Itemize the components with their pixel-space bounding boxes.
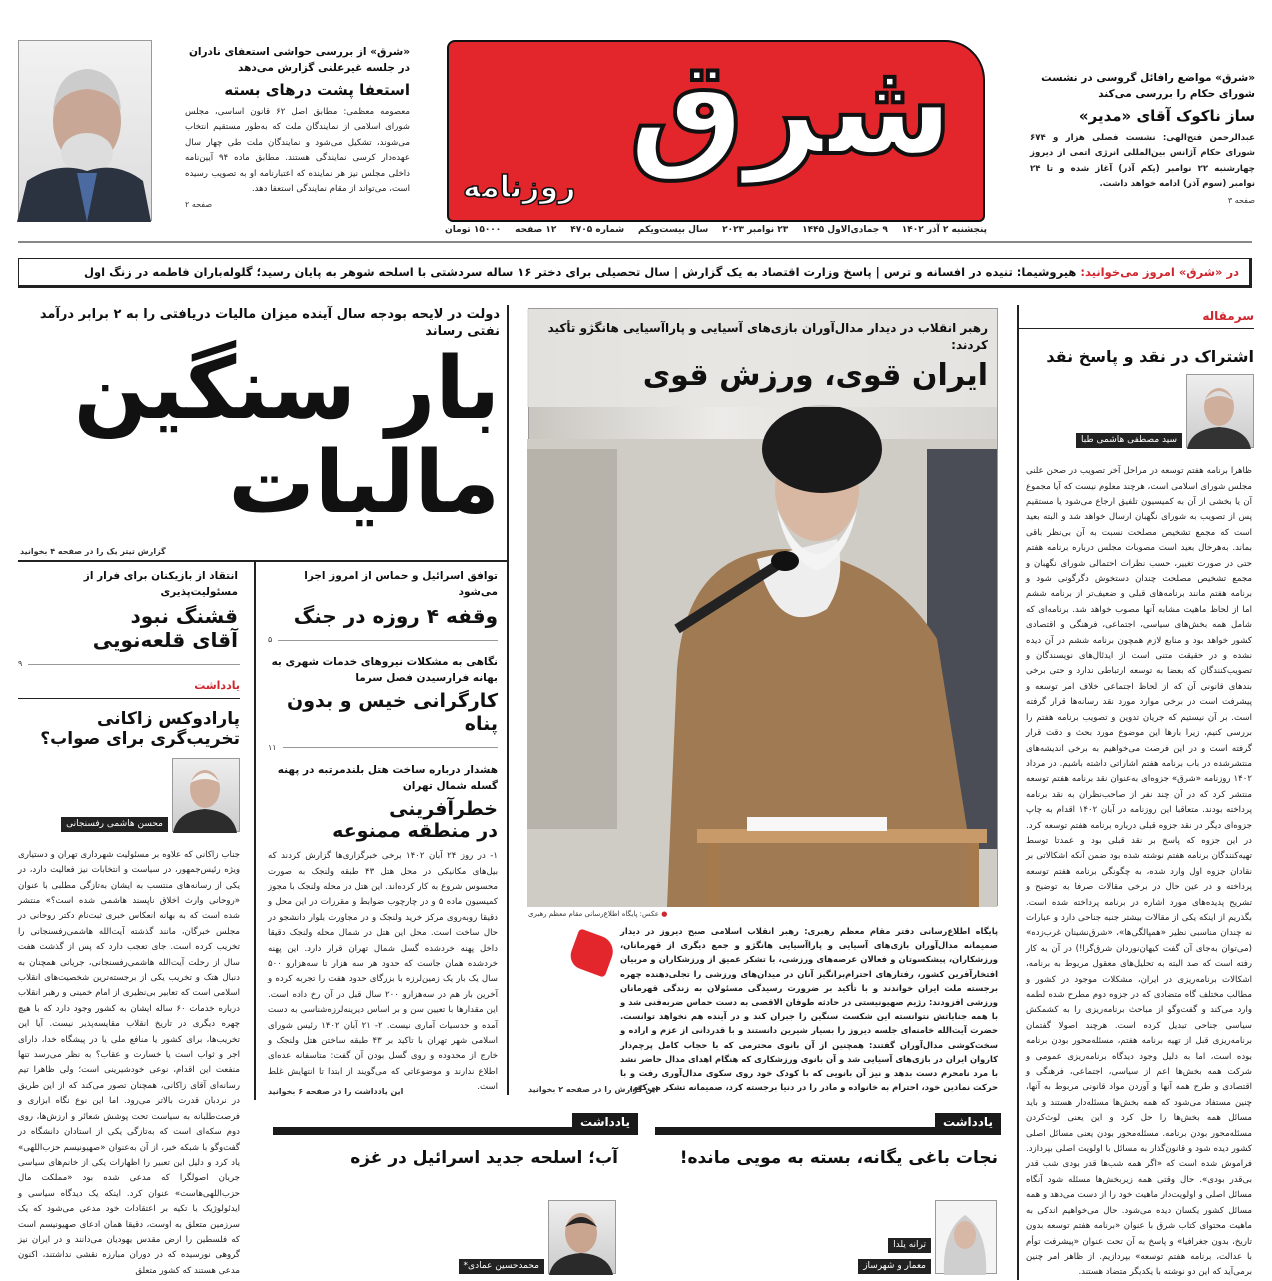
photo-credit-text: عکس: پایگاه اطلاع‌رسانی مقام معظم رهبری	[528, 910, 659, 918]
author-byline: محسن هاشمی رفسنجانی	[61, 817, 168, 832]
author-byline: سید مصطفی هاشمی طبا	[1076, 433, 1182, 448]
center-headline: ایران قوی، ورزش قوی	[642, 358, 988, 393]
story-headline-1: خطرآفرینی	[389, 797, 498, 820]
bullet-icon: ●	[661, 910, 668, 918]
page-ref: ۹	[18, 659, 23, 668]
page-ref: ۱۱	[268, 742, 277, 752]
story-headline-2: در منطقه ممنوعه	[332, 820, 498, 843]
page-ref[interactable]: این یادداشت را در صفحه ۶ بخوانید	[268, 1087, 404, 1096]
section-tag: یادداشت	[935, 1113, 1001, 1135]
story-kicker: «شرق» مواضع رافائل گروسی در نشست شورای حکام را بررسی می‌کند	[1041, 72, 1255, 100]
left-subcolumn	[18, 568, 240, 1280]
dateline	[445, 225, 987, 236]
story-headline-1: قشنگ نبود	[130, 604, 238, 628]
center-kicker: رهبر انقلاب در دیدار مدال‌آوران بازی‌های آسیایی و پاراآسیایی هانگژو تأکید کردند:	[547, 321, 988, 352]
story-body: معصومه معظمی: مطابق اصل ۶۲ قانون اساسی، مجلس شورای اسلامی از نمایندگان ملت که به‌طور مستقیم انتخاب می‌شوند، تشکیل می‌شود و نمایندگان ملت طی چهار سال عهده‌دار کرسی نمایندگی هستند. مطابق ماده ۹۴ آیین‌نامه داخلی مجلس نیز هر نماینده که اعتبارنامه او به تصویب رسیده است، می‌تواند از مقام نمایندگی استعفا دهد.	[185, 107, 410, 195]
today-ticker[interactable]	[18, 258, 1252, 288]
lead-ref[interactable]: گزارش تیتر یک را در صفحه ۴ بخوانید	[20, 547, 166, 556]
story-kicker: توافق اسرائیل و حماس از امروز اجرا می‌شود	[304, 570, 498, 598]
column-divider	[1017, 305, 1019, 1280]
page-ref[interactable]: این گزارش را در صفحه ۲ بخوانید	[528, 1085, 659, 1094]
editorial-headline[interactable]: اشتراک در نقد و پاسخ نقد	[1046, 347, 1254, 366]
lead-kicker: دولت در لایحه بودجه سال آینده میزان مالیات دریافتی را به ۲ برابر درآمد نفتی رساند	[39, 307, 500, 339]
logo-subtitle: روزنامه	[463, 170, 576, 205]
author-title: معمار و شهرساز	[858, 1259, 931, 1274]
page-ref-row	[268, 634, 498, 646]
lead-story[interactable]	[20, 306, 500, 558]
lead-divider	[18, 560, 508, 562]
story-headline: کارگرانی خیس و بدون پناه	[287, 690, 498, 735]
story-headline: وقفه ۴ روزه در جنگ	[293, 604, 498, 628]
center-body: پایگاه اطلاع‌رسانی دفتر مقام معظم رهبری: رهبر انقلاب اسلامی صبح دیروز در دیدار صمیمانه مدال‌آوران بازی‌های آسیایی و پاراآسیایی هانگژو و جمع دیگری از قهرمانان، ورزشکاران، پیشکسوتان و فعالان عرصه‌های ورزشی، با تشکر عمیق از ورزشکاران و مربیان افتخارآفرین کشور، رفتارهای احترام‌برانگیز آنان در میدان‌های ورزشی را تجلی‌دهنده چهره برجسته ملت ایران خواندند و با تأکید بر ضرورت رسیدگی مسئولان به زندگی قهرمانان ورزشی افزودند: رژیم صهیونیستی در حادثه طوفان الاقصی به دست حماس ضربه‌فنی شد و با همه جنایاتش نتوانسته این شکست سنگین را جبران کند و در آینده هم نخواهد توانست. حضرت آیت‌الله خامنه‌ای جلسه دیروز را بسیار شیرین دانستند و با قدردانی از عزم و اراده و سخت‌کوشی مدال‌آوران گفتند: همچنین از آن بانوی محترمی که با حجاب کامل پرچم‌دار کاروان ایران در بازی‌های آسیایی شد و آن بانوی ورزشکاری که هنگام اهدای مدال حاضر نشد با مرد نامحرم دست بدهد و نیز آن بانویی که با کودک خود روی سکوی مدال‌آوری رفت و با حرکت نمادین خود، احترام به خانواده و مادر را در دنیا برجسته کرد، صمیمانه تشکر می‌کنم.	[620, 926, 998, 1093]
section-tag: یادداشت	[572, 1113, 638, 1135]
note-left[interactable]	[18, 709, 240, 750]
photo-credit	[528, 909, 667, 919]
portrait-photo-nadaran	[18, 40, 152, 221]
story-kicker: انتقاد از بازیکنان برای فرار از مسئولیت‌پذیری	[83, 570, 238, 598]
page-ref: صفحه ۲	[185, 200, 213, 209]
author-photo	[172, 758, 240, 832]
lead-headline-line-2: مالیات	[228, 433, 500, 533]
author-byline: محمدحسین عمادی*	[459, 1259, 544, 1274]
story-workers[interactable]	[268, 654, 498, 736]
page-ref-row	[268, 742, 498, 754]
portrait-image	[17, 41, 151, 222]
lead-headline-line-1: بار سنگین	[73, 339, 500, 439]
page-ref: صفحه ۳	[1227, 196, 1255, 205]
editorial-section-label: سرمقاله	[1018, 308, 1254, 329]
note-headline[interactable]: نجات باغی یگانه، بسته به مویی مانده!	[679, 1148, 998, 1168]
author-photo	[935, 1200, 997, 1274]
dateline-item: شماره ۴۷۰۵	[570, 225, 625, 235]
dateline-item: پنجشنبه ۲ آذر ۱۴۰۲	[901, 225, 987, 235]
story-kicker: «شرق» از بررسی حواشی استعفای نادران در جلسه غیرعلنی گزارش می‌دهد	[188, 46, 410, 74]
logo	[445, 18, 987, 223]
column-divider	[507, 305, 509, 1095]
page-ref-row	[18, 658, 240, 670]
dateline-item: ۱۵۰۰۰ تومان	[445, 225, 502, 235]
story-ceasefire[interactable]	[268, 568, 498, 628]
note-headline[interactable]: آب؛ اسلحه جدید اسرائیل در غزه	[350, 1148, 618, 1168]
side-story[interactable]	[18, 568, 240, 652]
column-divider	[254, 560, 256, 1100]
page-ref: ۵	[268, 635, 273, 644]
author-block	[1022, 374, 1254, 456]
author-photo	[1186, 374, 1254, 448]
masthead-left-story[interactable]	[185, 44, 410, 211]
center-headline-block[interactable]	[540, 320, 988, 394]
ticker-label: در «شرق» امروز می‌خوانید:	[1080, 265, 1239, 279]
dateline-item: سال بیست‌ویکم	[638, 225, 709, 235]
author-block	[18, 758, 240, 840]
story-headline-2: آقای قلعه‌نویی	[92, 628, 238, 652]
lead-headline	[20, 339, 500, 533]
note-headline-1: پارادوکس زاکانی	[97, 709, 240, 729]
dateline-item: ۲۳ نوامبر ۲۰۲۳	[722, 225, 789, 235]
story-body: ۱- در روز ۲۴ آبان ۱۴۰۲ برخی خبرگزاری‌ها گزارش کردند که بیل‌های مکانیکی در محل هتل ۴۳ طبقه ولنجک به صورت محسوس شروع به کار کرده‌اند. این هتل در محله ولنجک با مجوز کمیسیون ماده ۵ و در چارچوب ضوابط و مقررات در این محل و دقیقا روبه‌روی مرکز خرید ولنجک و در مجاورت بلوار دانشجو در حال ساخت است. محل این هتل در شمال محله ولنجک دقیقا داخل پهنه خردشده گسل شمال تهران قرار دارد. این پهنه خردشده همان جاست که حدود هر سه هزار تا سه‌هزارو ۵۰۰ سال یک بار یک زمین‌لرزه با بزرگای حدود هفت را تجربه کرده و آخرین بار هم در سه‌هزارو ۲۰۰ سال قبل در آن رخ داده است. این مقدارها با تعیین سن و بر اساس دیرینه‌لرزه‌شناسی به دست آمده و حدسیات آماری نیست. ۲- ۲۱ آبان ۱۴۰۲ رئیس شورای اسلامی شهر تهران با تاکید بر ۴۳ طبقه ساختن هتل ولنجک و خارج از محدوده و روی گسل بودن آن گفت: متاسفانه عده‌ای اطلاع ندارند و موضوعاتی که می‌گویند از ابتدا تا انتهایش غلط است.	[268, 851, 499, 1093]
masthead-right-story[interactable]	[1030, 70, 1255, 207]
red-mark-icon	[567, 928, 618, 977]
dateline-item: ۱۲ صفحه	[515, 225, 557, 235]
note-body: جناب زاکانی که علاوه بر مسئولیت شهرداری تهران و دستیاری ویژه رئیس‌جمهور، در سیاست و انتخابات نیز فعالیت دارد، در یکی از رسانه‌های منتسب به ایشان به‌تازگی مطلبی با عنوان «روحانی وارث اخلاق ناپسند هاشمی شده است؟» منتشر شده است که به بهانه انعکاس خبری ثبت‌نام دکتر روحانی در مجلس خبرگان، مانند گذشته آیت‌الله هاشمی‌رفسنجانی را تخریب کرده است. جای تعجب دارد که پس از گذشت هفت سال از رحلت آیت‌الله هاشمی‌رفسنجانی، جریانی همچنان به دنبال هتک و تخریب یکی از برجسته‌ترین شخصیت‌های انقلاب اسلامی است که تعابیر بی‌نظیری از امام خمینی و رهبر انقلاب درباره خدمات ۶۰ ساله ایشان به کشور وجود دارد که با هیچ چهره دیگری در تاریخ انقلاب مقایسه‌پذیر نیست. آیا این تخریب‌ها، برای کشور یا منافع ملی یا در پیشگاه خدا، دارای اجر و ثواب است یا خسارت و عقاب؟ به نظر می‌رسد تنها منفعت این اقدام، نوعی خودشیرینی است؛ ولی ظاهرا تیم رسانه‌ای آقای زاکانی، همچنان تصور می‌کند که از این طریق در نردبان قدرت بالاتر می‌رود. اما این نوع نگاه ابزاری و فرصت‌طلبانه به سیاست تحت پوشش شعائر و ارزش‌ها، روی دوم سکه‌ای است که به‌تازگی یکی از استادان دانشگاه در گفت‌وگو با شبکه خبر، از آن به‌عنوان «صهیونیسم حزب‌اللهی» یاد کرد و دلیل این تعبیر را اظهارات یکی از خانم‌های سیاسی جریان اصولگرا که مدعی شده بود «مملکت مال حزب‌اللهی‌هاست» عنوان کرد. اینکه یک دیدگاه سیاسی و ایدئولوژیک با تکیه بر اعتقادات خود مدعی می‌شود که یک سرزمین متعلق به اوست، دقیقا همان ادعای صهیونیسم است که فلسطین را ارض مقدس یهودیان می‌دانند و در ایران نیز گروهی نورسیده که در دوران مبارزه نقشی نداشتند، اکنون مدعی هستند که کشور متعلق	[18, 849, 240, 1276]
story-headline: ساز ناکوک آقای «مدیر»	[1078, 107, 1255, 125]
middle-subcolumn	[268, 568, 498, 1098]
ticker-text: هیروشیما: تنیده در افسانه و ترس | پاسخ وزارت اقتصاد به یک گزارش | سال تحصیلی برای دختر ۱۶ ساله سردشتی با اسلحه شوهر به پایان رسید؛ گلوله‌باران فاطمه در زنگ اول	[84, 265, 1077, 279]
photo-image	[527, 309, 997, 907]
masthead-divider	[18, 241, 1252, 243]
story-headline: استعفا پشت درهای بسته	[224, 81, 410, 99]
author-byline: ترانه یلدا	[888, 1238, 931, 1253]
logo-wordmark: شرق	[628, 32, 954, 184]
dateline-item: ۹ جمادی‌الاول ۱۴۴۵	[802, 225, 888, 235]
story-hotel[interactable]	[268, 762, 498, 850]
story-kicker: نگاهی به مشکلات نیروهای خدمات شهری به بهانه فرارسیدن فصل سرما	[271, 656, 498, 684]
author-photo	[548, 1200, 616, 1274]
editorial-column	[1022, 308, 1254, 1280]
leader-photo	[528, 308, 998, 906]
note-section-label: یادداشت	[18, 678, 240, 699]
note-headline-2: تخریب‌گری برای صواب؟	[40, 729, 240, 750]
story-kicker: هشدار درباره ساخت هتل بلندمرتبه در پهنه گسله شمال تهران	[277, 763, 498, 792]
story-body: عبدالرحمن فتح‌الهی: نشست فصلی هزار و ۶۷۴ شورای حکام آژانس بین‌المللی انرژی اتمی از دیروز چهارشنبه ۲۲ نوامبر (یکم آذر) آغاز شده و تا ۲۴ نوامبر (سوم آذر) ادامه خواهد داشت.	[1030, 133, 1255, 190]
editorial-body: ظاهرا برنامه هفتم توسعه در مراحل آخر تصویب در صحن علنی مجلس شورای اسلامی است، هرچند معلوم نیست که آیا مجموع آن یا بخشی از آن به کمیسیون تلفیق ارجاع می‌شود یا مستقیم پس از تصویب به شورای نگهبان ارسال خواهد شد و البته بعید است که مجمع تشخیص مصلحت نسبت به آن بی‌نظر باقی بماند. به‌هرحال بعید است مصوبات مجلس درباره برنامه هفتم حتی در صورت تغییر، حسب نظرات احتمالی شورای نگهبان و مجمع تشخیص مصلحت چندان دستخوش دگرگونی شود و برنامه هفتم مانند برنامه‌های قبلی و ضعیف‌تر از برنامه ششم اما از لحاظ ماهیت مشابه آنها مصوب خواهد شد. برنامه‌ای که شامل همه بخش‌های سیاسی، اجتماعی، فرهنگی و اقتصادی کشور خواهد بود و منابع لازم همچون برنامه ششم در آن دیده نشده و در حقیقت متنی است از ایدئال‌های نویسندگان و تصویب‌کنندگان که بعضا به توسعه ارتباطی ندارد و حتی برخی بندهای قانونی آن که از لحاظ اجتماعی خلاف امر توسعه و پیشرفت است در برخی موارد مورد نقد رسانه‌ها قرار گرفته است. بر آن نیستیم که جریان تدوین و تصویب برنامه هفتم را بررسی کنیم، زیرا بارها این موضوع مورد بحث و دقت قرار گرفته است و در این فرصت می‌خواهیم به برخی اندیشه‌های منتشرشده در باب برنامه هفتم اشاراتی داشته باشیم. در مرداد ۱۴۰۲ روزنامه «شرق» جزوه‌ای به‌عنوان نقد برنامه هفتم توسعه منتشر کرد که در آن چند نفر از صاحب‌نظران به نقد برنامه پرداخته بودند. متعاقبا این روزنامه در آبان ۱۴۰۲ اقدام به چاپ جزوه‌ای دیگر در نقد جزوه قبلی درباره برنامه هفتم توسعه کرد. در این جزوه که پاسخ بر نقد قبلی بود و عمدتا توسط تهیه‌کنندگان برنامه هفتم نوشته شده بود ضمن آنکه اشکالاتی بر نقادان جزوه اول وارد شده، به چگونگی برنامه هفتم توسعه پرداخته و در عین حال در برخی مقالات صرفا به توضیح و تشریح پدیده‌های مورد اشاره در برنامه پرداخته شده است. بگذریم از اینکه یکی از مقالات بیشتر جنبه جناحی دارد و عبارات نه چندان مناسبی نظیر «همپالگی‌ها»، «شرق‌نشینان غرب‌زده» (می‌توان به‌جای آن گفت کیهان‌نوردان شرق‌گرا!) در آن به کار رفته است که صد البته به تحلیل‌های معقول مربوط به برنامه، اشکالات برنامه‌ریزی در ایران، مشکلات موجود در کشور و مطالب مختلف گاه متضادی که در جزوه دوم مطرح شده لطمه وارد می‌کند و گفت‌وگو از مباحث برنامه‌ریزی را به کشمکش سیاسی جناحی تبدیل کرده است. هرچند اصولا گفتمان برنامه‌ریزی قبل از تهیه برنامه هفتم، مسئله‌محور بودن برنامه بوده است، اما به دلیل وجود دیدگاه برنامه‌ریزی عمومی و شرکت همه بخش‌ها اعم از سیاسی، اجتماعی، فرهنگی و اقتصادی و طرح همه آنها و آوردن مواد قانونی مربوط به آنها، چنین مستفاد می‌شود که همه بخش‌ها مسئله‌دار هستند و باید مسائل همه بخش‌ها را حل کرد و این یعنی لوث‌کردن مسئله‌محور بودن برنامه. مسئله‌محور بودن یعنی مسائل اصلی کشور دیده شود و قانون‌گذار به مسائل با اولویت اصلی بپردازد. فراموش شده است که «اگر همه شب‌ها قدر بودی شب قدر بی‌قدر بودی». حال وقتی همه زیربخش‌ها مسئله شود آنگاه مسائل اصلی و اولویت‌دار ماهیت خود را از دست می‌دهد و همه مسائل کشور یکسان دیده می‌شود. حال می‌خواهیم اندکی به ماهیت محتوای کتاب شرق با عنوان «برنامه هفتم توسعه بدون تاریخ، بدون جغرافیا» و پاسخ به آن تحت عنوان «پیشرفت توأم با عدالت، برنامه هفتم توسعه» بپردازیم. از ظاهر امر چنین برمی‌آید که این دو نوشته با یکدیگر متضاد هستند.	[1026, 466, 1253, 1278]
